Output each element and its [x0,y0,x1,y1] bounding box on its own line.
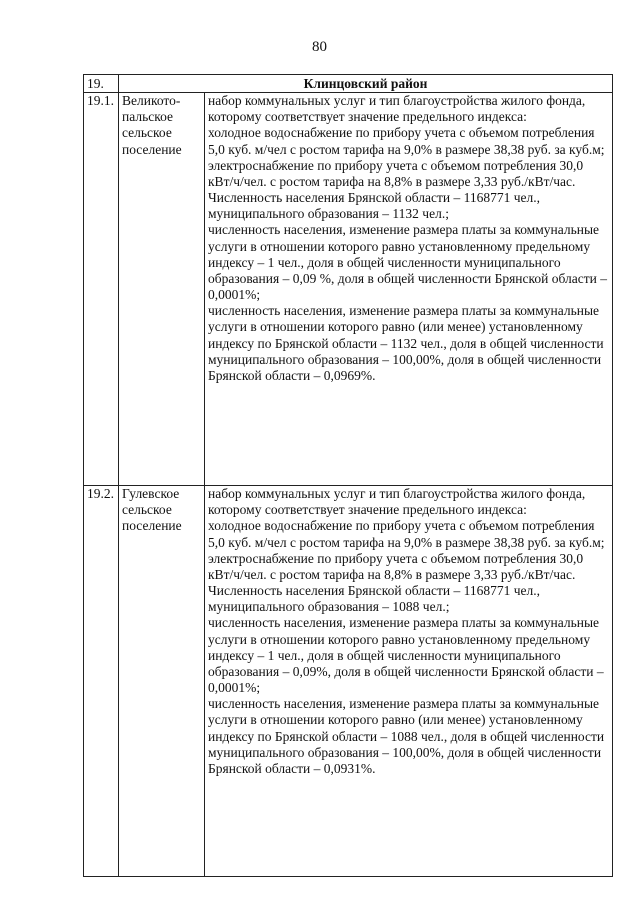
settlement-name-line: поселение [122,518,182,534]
settlement-name-line: Великото- [122,93,181,109]
description-paragraph: электроснабжение по прибору учета с объемом потребления 30,0 кВт/ч/чел. с ростом тарифа на 8,8% в размере 3,33 руб./кВт/час. [208,157,584,189]
description-paragraph: электроснабжение по прибору учета с объемом потребления 30,0 кВт/ч/чел. с ростом тарифа на 8,8% в размере 3,33 руб./кВт/час. [208,550,584,582]
table-row [84,93,613,486]
settlement-name [119,486,205,877]
section-title: Клинцовский район [119,75,613,93]
description-paragraph: численность населения, изменение размера платы за коммунальные услуги в отношении которого равно установленному предельному индексу – 1 чел., доля в общей численности муниципального образования – 0,09 %, доля в общей численности Брянской области – 0,0001%; [208,222,607,303]
description-paragraph: численность населения, изменение размера платы за коммунальные услуги в отношении которого равно (или менее) установленному индексу по Брянской области – 1132 чел., доля в общей численности муниципального образования – 100,00%, доля в общей численности Брянской области – 0,0969%. [208,303,604,383]
settlement-name-line: сельское [122,502,172,518]
settlement-name-line: поселение [122,141,182,157]
table-row [84,486,613,877]
tariff-table [83,74,613,877]
page-number: 80 [312,39,327,55]
description-paragraph: Численность населения Брянской области – 1168771 чел., муниципального образования – 1088 чел.; [208,583,540,615]
section-number: 19. [84,75,119,93]
description-cell [205,486,613,877]
description-paragraph: численность населения, изменение размера платы за коммунальные услуги в отношении которого равно установленному предельному индексу – 1 чел., доля в общей численности муниципального образования – 0,09%, доля в общей численности Брянской области – 0,0001%; [208,615,604,696]
description-paragraph: набор коммунальных услуг и тип благоустройства жилого фонда, которому соответствует значение предельного индекса: [208,93,586,125]
description-paragraph: холодное водоснабжение по прибору учета с объемом потребления 5,0 куб. м/чел с ростом тарифа на 9,0% в размере 38,38 руб. за куб.м; [208,518,605,550]
settlement-name-line: Гулевское [122,486,180,502]
settlement-name-line: сельское [122,125,172,141]
section-header-row [84,75,613,93]
row-number: 19.2. [84,486,119,877]
row-number: 19.1. [84,93,119,486]
description-paragraph: холодное водоснабжение по прибору учета с объемом потребления 5,0 куб. м/чел с ростом тарифа на 9,0% в размере 38,38 руб. за куб.м; [208,125,605,157]
description-paragraph: набор коммунальных услуг и тип благоустройства жилого фонда, которому соответствует значение предельного индекса: [208,486,586,518]
description-paragraph: численность населения, изменение размера платы за коммунальные услуги в отношении которого равно (или менее) установленному индексу по Брянской области – 1088 чел., доля в общей численности муниципального образования – 100,00%, доля в общей численности Брянской области – 0,0931%. [208,696,605,776]
description-cell [205,93,613,486]
settlement-name-line: пальское [122,109,174,125]
settlement-name [119,93,205,486]
description-paragraph: Численность населения Брянской области – 1168771 чел., муниципального образования – 1132 чел.; [208,190,540,222]
